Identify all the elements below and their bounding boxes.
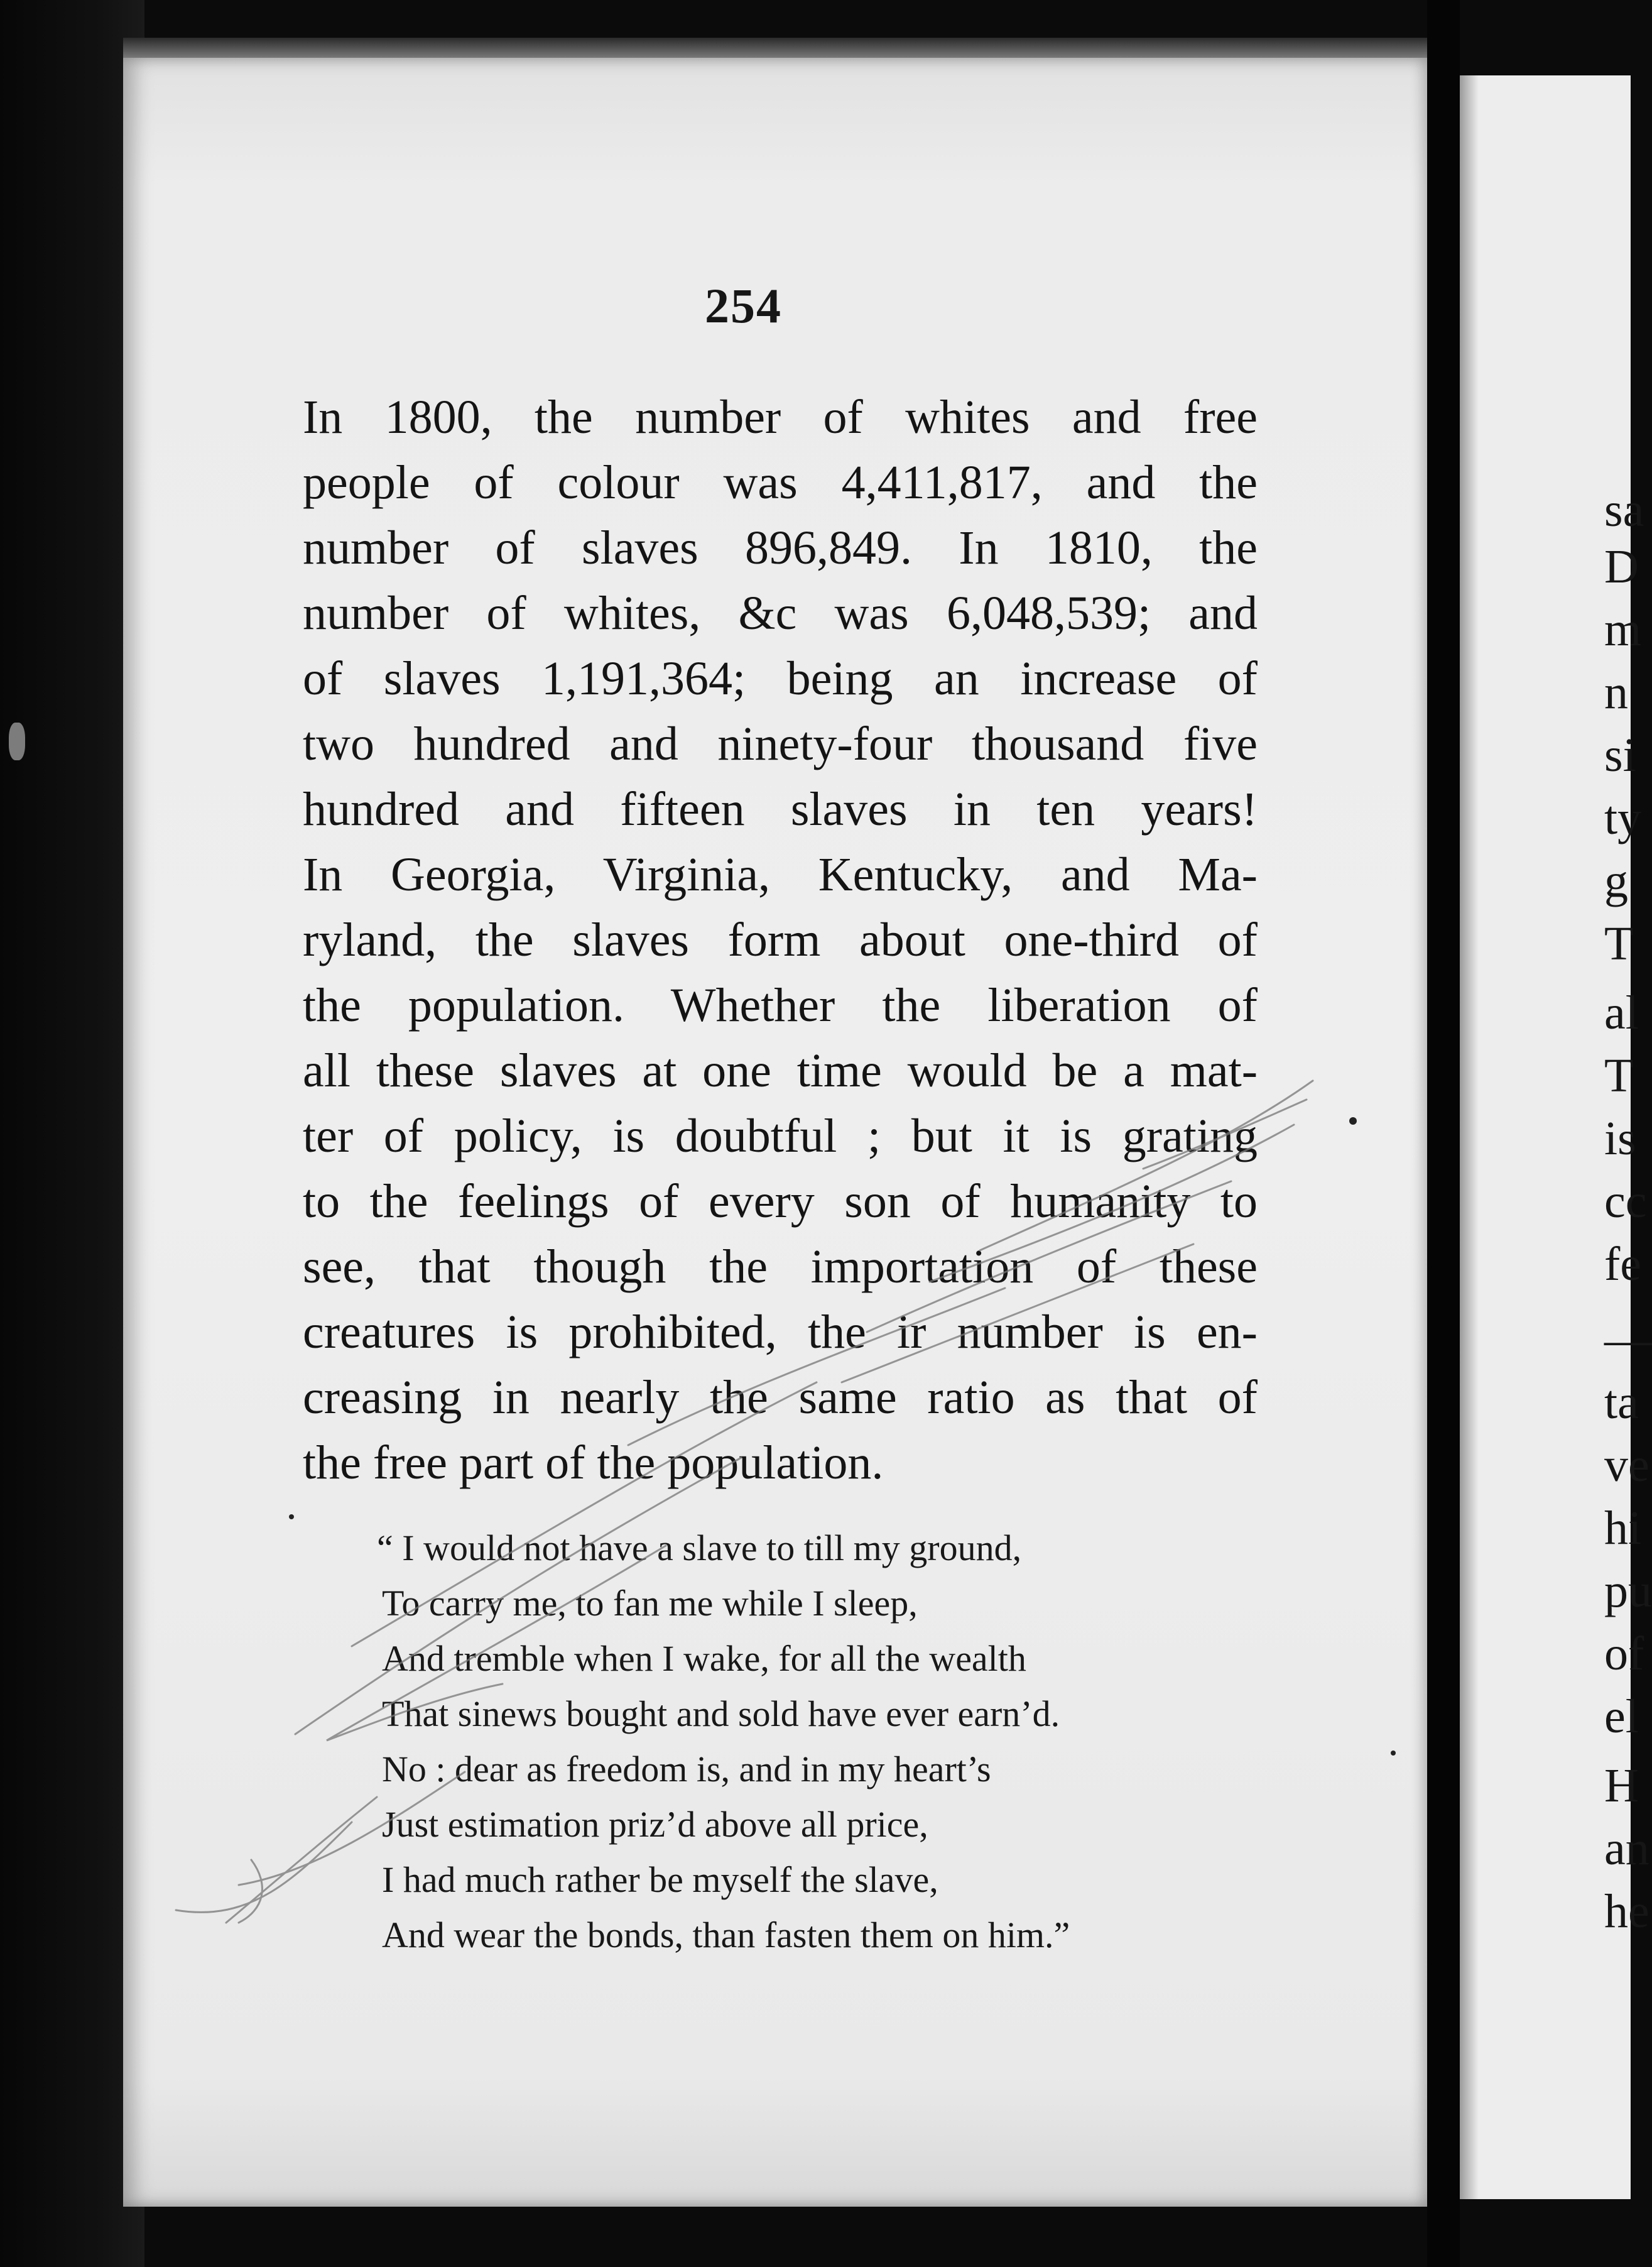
facing-page-fragment: hi xyxy=(1604,1502,1642,1554)
prose-line: creatures is prohibited, the ir number is en- xyxy=(303,1306,1258,1358)
facing-page-fragment: pu xyxy=(1604,1565,1652,1617)
facing-page-fragment: ty xyxy=(1604,792,1642,844)
prose-line: people of colour was 4,411,817, and the xyxy=(303,456,1258,509)
facing-page-fragment: an xyxy=(1604,1822,1649,1875)
facing-page-fragment: n xyxy=(1604,666,1628,719)
facing-page-fragment: T xyxy=(1604,917,1634,970)
facing-page-fragment: ve xyxy=(1604,1439,1649,1492)
page-number: 254 xyxy=(705,278,782,333)
verse-line: And tremble when I wake, for all the wealth xyxy=(382,1638,1026,1679)
verse-line: No : dear as freedom is, and in my heart’s xyxy=(382,1749,991,1789)
facing-page-fragment: T xyxy=(1604,1049,1634,1102)
facing-page-fragment: g xyxy=(1604,855,1628,907)
prose-line: number of whites, &c was 6,048,539; and xyxy=(303,587,1258,640)
facing-page-fragment: H xyxy=(1604,1759,1639,1812)
facing-page-fragment: m xyxy=(1604,603,1642,656)
facing-page-fragment: el xyxy=(1604,1690,1639,1743)
facing-page-shadow xyxy=(1460,75,1479,2199)
prose-line: the free part of the population. xyxy=(303,1436,884,1489)
verse-line: I had much rather be myself the slave, xyxy=(382,1859,938,1900)
facing-page-fragment: si xyxy=(1604,729,1636,782)
facing-page-fragment: is xyxy=(1604,1112,1636,1165)
prose-line: In Georgia, Virginia, Kentucky, and Ma- xyxy=(303,848,1258,901)
verse-line: To carry me, to fan me while I sleep, xyxy=(382,1583,918,1624)
book-gutter xyxy=(1427,0,1460,2267)
facing-page-fragment: ta xyxy=(1604,1376,1639,1429)
verse-line: That sinews bought and sold have ever earn’d. xyxy=(382,1693,1060,1734)
facing-page-fragment: cc xyxy=(1604,1175,1647,1228)
prose-line: ryland, the slaves form about one-third of xyxy=(303,914,1258,966)
prose-line: ter of policy, is doubtful ; but it is grating xyxy=(303,1110,1258,1162)
facing-page-fragment: fe xyxy=(1604,1238,1642,1291)
prose-line: the population. Whether the liberation of xyxy=(303,979,1258,1032)
facing-page-fragment: sa xyxy=(1604,484,1644,537)
facing-page-fragment: al xyxy=(1604,986,1639,1039)
prose-line: In 1800, the number of whites and free xyxy=(303,391,1258,444)
prose-line: see, that though the importation of these xyxy=(303,1240,1258,1293)
verse-line: And wear the bonds, than fasten them on him.” xyxy=(382,1915,1070,1955)
facing-page-fragment: he xyxy=(1604,1885,1649,1938)
verse-line: Just estimation priz’d above all price, xyxy=(382,1804,928,1845)
facing-page-fragment: D xyxy=(1604,540,1639,593)
verse-quotation xyxy=(377,1521,1193,1973)
prose-line: to the feelings of every son of humanity to xyxy=(303,1175,1258,1228)
prose-line: hundred and fifteen slaves in ten years! xyxy=(303,783,1258,836)
facing-page-fragment: — xyxy=(1604,1313,1652,1366)
prose-line: two hundred and ninety-four thousand five xyxy=(303,718,1258,770)
prose-line: all these slaves at one time would be a mat- xyxy=(303,1044,1258,1097)
verse-line: “ I would not have a slave to till my ground, xyxy=(377,1527,1022,1568)
prose-line: of slaves 1,191,364; being an increase of xyxy=(303,652,1258,705)
facing-page-fragment: of xyxy=(1604,1627,1644,1680)
prose-line: creasing in nearly the same ratio as that of xyxy=(303,1371,1258,1424)
prose-paragraph xyxy=(303,385,1258,1509)
edge-speck xyxy=(9,723,25,760)
prose-line: number of slaves 896,849. In 1810, the xyxy=(303,522,1258,574)
